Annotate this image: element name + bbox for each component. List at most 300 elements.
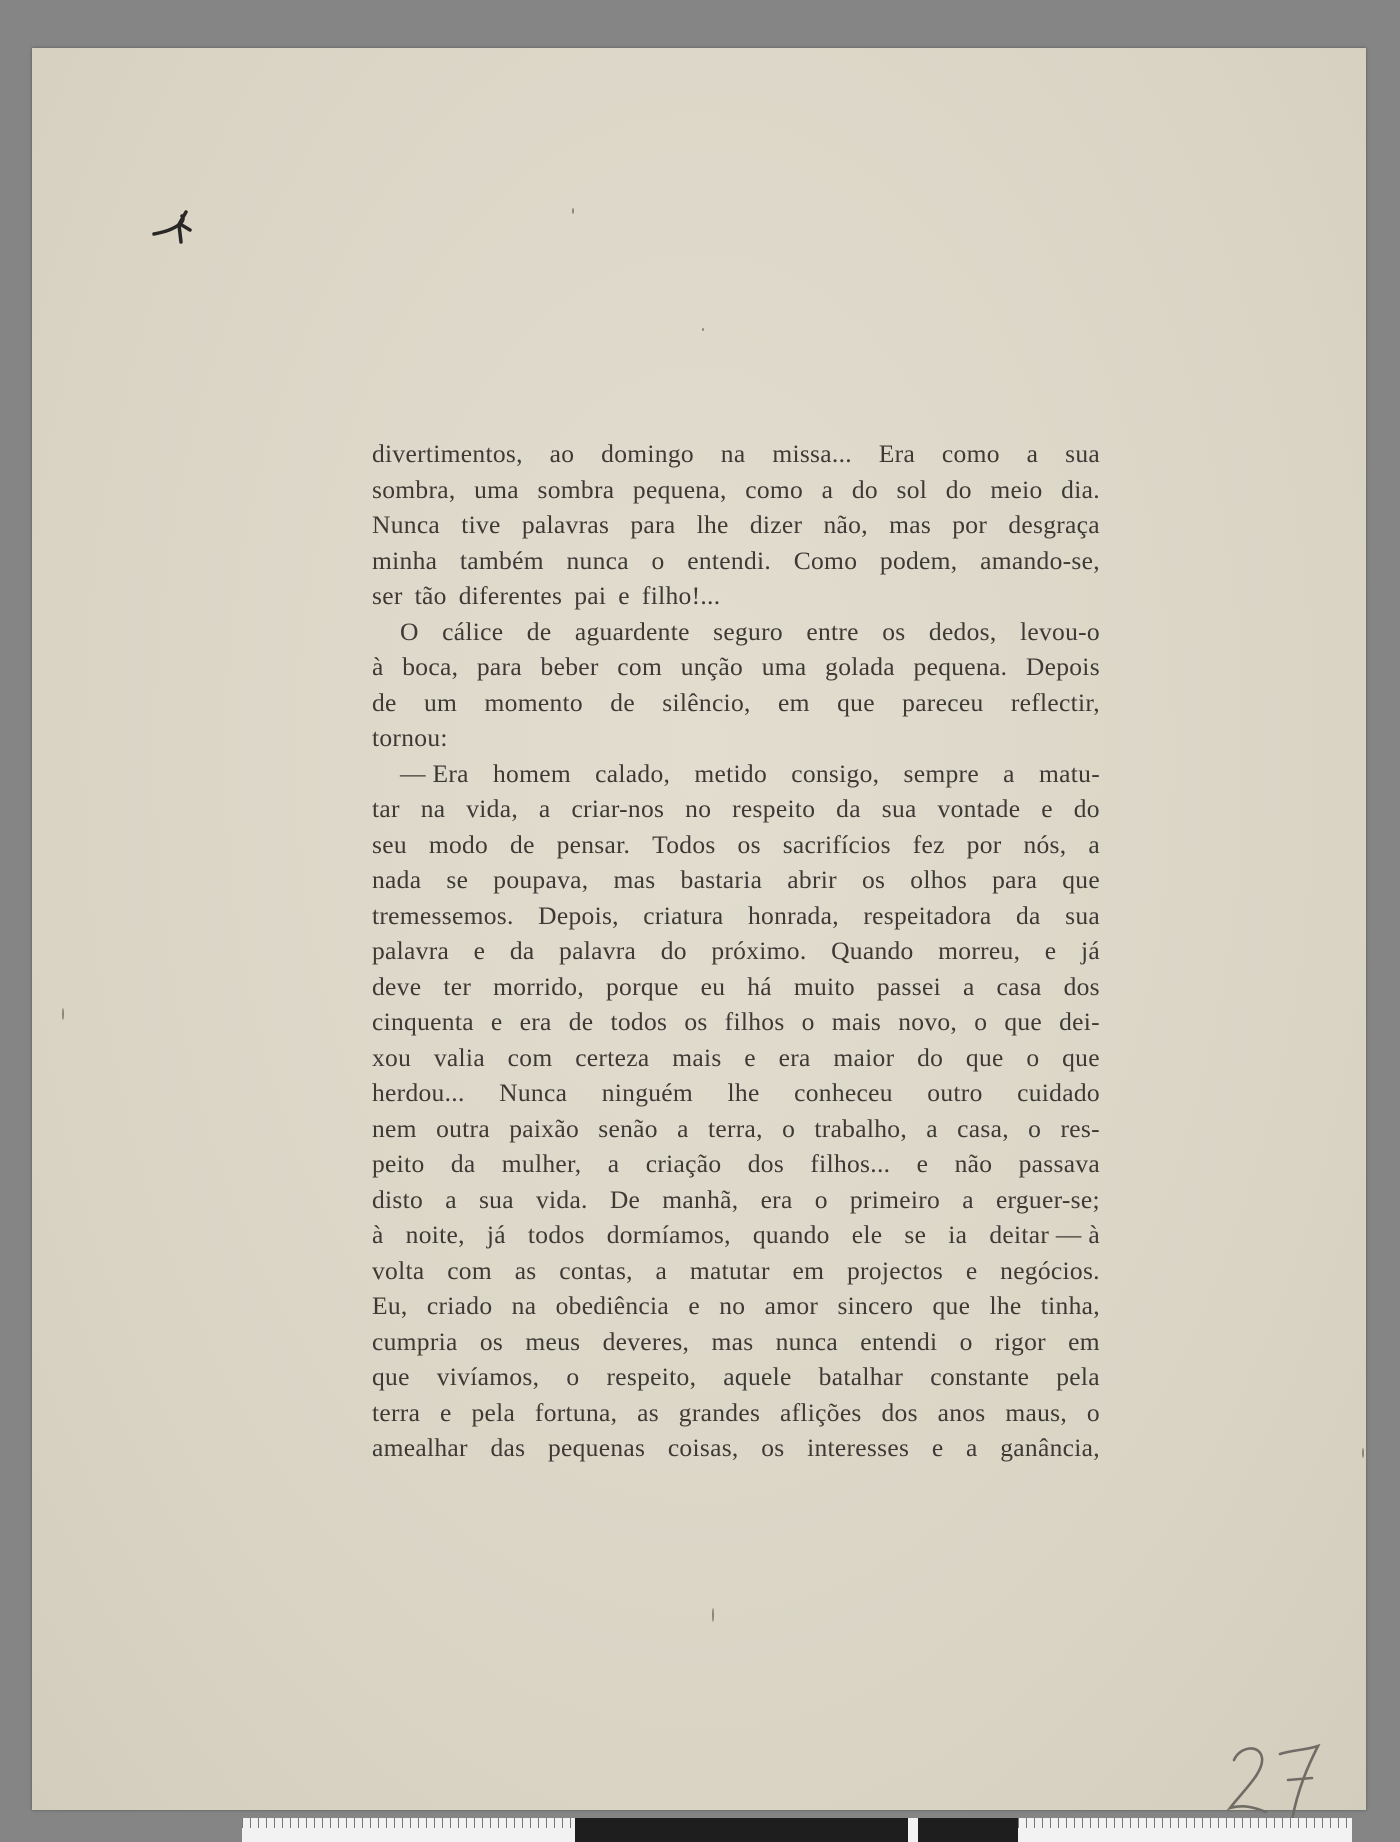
word: o: [959, 1326, 973, 1356]
word: ele: [851, 1220, 883, 1249]
word: casa,: [957, 1113, 1009, 1143]
word: do: [660, 936, 687, 965]
handwritten-page-number: [1220, 1738, 1330, 1828]
word: pela: [1056, 1362, 1100, 1391]
text-line: [372, 1253, 1100, 1289]
word: a: [962, 1184, 974, 1214]
document-page: [32, 48, 1366, 1810]
word: bastaria: [680, 865, 763, 894]
word: entre: [806, 616, 859, 646]
text-line: [372, 507, 1100, 543]
word: para: [992, 865, 1038, 894]
word: Nunca: [499, 1078, 568, 1107]
word: levou-o: [1019, 616, 1100, 646]
word: sua: [1065, 439, 1100, 468]
word: que: [965, 1042, 1004, 1072]
word: dei-: [1059, 1007, 1100, 1036]
word: outro: [927, 1078, 983, 1107]
word: da: [450, 1149, 476, 1178]
word: divertimentos,: [372, 439, 523, 468]
word: respeitadora: [863, 900, 992, 930]
word: conheceu: [794, 1078, 893, 1107]
word: ter: [443, 971, 472, 1001]
word: noite,: [405, 1220, 465, 1249]
word: pequena,: [632, 474, 727, 504]
word: vida.: [535, 1184, 588, 1214]
word: dos: [881, 1397, 918, 1427]
word: minha: [372, 545, 438, 575]
word: amando-se,: [980, 545, 1100, 575]
word: silêncio,: [662, 687, 751, 717]
word: lhe: [727, 1078, 760, 1107]
word: dedos,: [928, 616, 997, 646]
word: trabalho,: [814, 1113, 908, 1143]
word: missa...: [772, 439, 852, 468]
word: morrido,: [493, 971, 585, 1001]
word: casa: [996, 971, 1042, 1001]
word: o: [651, 545, 665, 575]
text-line: [372, 1182, 1100, 1218]
word: um: [424, 687, 458, 717]
word: entendi: [860, 1326, 938, 1356]
word: criatura: [643, 900, 724, 930]
word: criar-nos: [571, 794, 665, 823]
word: respeito: [732, 794, 816, 823]
word: o: [974, 1007, 988, 1036]
word: Depois: [1025, 652, 1100, 681]
word: Quando: [831, 936, 914, 965]
word: a: [538, 794, 551, 823]
word: senão: [598, 1113, 658, 1143]
word: ninguém: [601, 1078, 694, 1107]
word: nunca: [566, 545, 629, 575]
word: pensar.: [556, 829, 631, 859]
word: Como: [793, 545, 858, 575]
word: muito: [793, 971, 855, 1001]
word: mas: [889, 510, 932, 539]
text-line: [372, 933, 1100, 969]
word: contas,: [559, 1255, 633, 1285]
word: momento: [484, 687, 583, 717]
text-line: [372, 756, 1100, 792]
word: cálice: [442, 616, 504, 646]
word: obediência: [555, 1291, 670, 1320]
word: palavras: [521, 510, 610, 539]
word: por: [966, 829, 1002, 859]
word: os: [684, 1007, 708, 1036]
word: os: [479, 1326, 504, 1356]
word: Era: [878, 439, 916, 468]
word: no: [685, 794, 712, 823]
word: à: [372, 652, 384, 681]
word: deitar — à: [989, 1220, 1100, 1249]
word: sincero: [837, 1291, 914, 1320]
word: dormíamos,: [606, 1220, 731, 1249]
word: morreu,: [938, 936, 1021, 965]
word: para: [630, 510, 676, 539]
word: a: [445, 1184, 457, 1214]
word: o: [801, 1007, 815, 1036]
word: nada: [372, 865, 422, 894]
text-line: [372, 578, 1100, 614]
text-line: [372, 543, 1100, 579]
word: a: [1003, 758, 1015, 788]
word: a: [1026, 439, 1039, 468]
word: os: [861, 865, 886, 894]
text-line: [372, 1217, 1100, 1253]
word: passava: [1018, 1149, 1100, 1178]
word: o: [1026, 1042, 1040, 1072]
word: deveres,: [602, 1326, 690, 1356]
word: que: [837, 687, 875, 717]
word: o: [782, 1113, 796, 1143]
word: mais: [672, 1042, 722, 1072]
word: na: [511, 1291, 537, 1320]
word: poupava,: [493, 865, 589, 894]
body-text: [372, 436, 1100, 1466]
word: grandes: [678, 1397, 761, 1427]
word: vontade: [937, 794, 1021, 823]
word: das: [490, 1433, 526, 1462]
word: para: [476, 652, 522, 681]
text-line: [372, 720, 1100, 756]
word: a: [607, 1149, 620, 1178]
ink-mark: [150, 208, 200, 248]
word: e: [1044, 936, 1057, 965]
text-line: [372, 898, 1100, 934]
word: constante: [930, 1362, 1030, 1391]
word: outra: [436, 1113, 490, 1143]
word: palavra: [372, 936, 450, 965]
word: sol: [896, 474, 928, 504]
word: e: [965, 1255, 978, 1285]
word: projectos: [846, 1255, 944, 1285]
word: da: [1015, 900, 1041, 930]
word: sacrifícios: [782, 829, 891, 859]
word: criado: [426, 1291, 493, 1320]
word: consigo,: [791, 758, 880, 788]
word: em: [792, 1255, 825, 1285]
word: ganância,: [1000, 1433, 1100, 1462]
word: de: [610, 687, 635, 717]
text-line: [372, 862, 1100, 898]
word: com: [447, 1255, 492, 1285]
word: interesses: [807, 1433, 910, 1462]
word: vivíamos,: [436, 1362, 540, 1391]
word: mulher,: [501, 1149, 582, 1178]
word: dos: [747, 1149, 785, 1178]
word: Nunca: [372, 510, 441, 539]
word: meio: [990, 474, 1043, 504]
word: lhe: [989, 1291, 1022, 1320]
word: criação: [645, 1149, 722, 1178]
word: nem: [372, 1113, 417, 1143]
word: ao: [549, 439, 575, 468]
word: há: [747, 971, 772, 1001]
word: olhos: [910, 865, 968, 894]
word: e: [931, 1433, 944, 1462]
word: ia: [948, 1220, 968, 1249]
word: da: [509, 936, 535, 965]
word: e: [618, 581, 630, 610]
text-line: [372, 614, 1100, 650]
word: pela: [471, 1397, 516, 1427]
word: do: [851, 474, 878, 504]
word: na: [720, 439, 746, 468]
text-line: [372, 969, 1100, 1005]
text-line: [372, 1040, 1100, 1076]
word: meus: [525, 1326, 581, 1356]
word: pareceu: [902, 687, 984, 717]
word: nós,: [1023, 829, 1067, 859]
word: que: [1004, 1007, 1043, 1036]
word: a: [966, 1433, 978, 1462]
word: sua: [478, 1184, 514, 1214]
word: lhe: [696, 510, 729, 539]
word: valia: [433, 1042, 485, 1072]
word: homem: [492, 758, 571, 788]
text-line: [372, 1004, 1100, 1040]
word: modo: [428, 829, 489, 859]
word: batalhar: [818, 1362, 904, 1391]
word: tar: [372, 794, 400, 823]
word: certeza: [575, 1042, 650, 1072]
word: do: [945, 474, 972, 504]
word: pequenas: [547, 1433, 646, 1462]
word: mas: [613, 865, 656, 894]
word: filhos: [724, 1007, 785, 1036]
word: nunca: [775, 1326, 839, 1356]
word: matutar: [689, 1255, 770, 1285]
word: a: [1088, 829, 1100, 859]
word: pai: [574, 581, 607, 610]
word: que: [932, 1291, 971, 1320]
word: matu-: [1039, 758, 1100, 788]
word: o: [566, 1362, 580, 1391]
word: podem,: [879, 545, 958, 575]
word: dos: [1063, 971, 1100, 1001]
word: cumpria: [372, 1326, 458, 1356]
word: todos: [527, 1220, 585, 1249]
word: sempre: [903, 758, 979, 788]
word: porque: [605, 971, 679, 1001]
word: e: [916, 1149, 929, 1178]
word: que: [1062, 865, 1100, 894]
word: calado,: [595, 758, 671, 788]
word: de: [510, 829, 535, 859]
word: do: [1073, 794, 1100, 823]
word: próximo.: [711, 936, 807, 965]
word: de: [372, 687, 397, 717]
word: tão: [414, 581, 447, 610]
word: res-: [1060, 1113, 1100, 1143]
word: passei: [876, 971, 941, 1001]
word: e: [1041, 794, 1053, 823]
word: Eu,: [372, 1291, 408, 1320]
word: amealhar: [372, 1433, 468, 1462]
word: não: [954, 1149, 993, 1178]
word: tinha,: [1040, 1291, 1100, 1320]
word: que: [372, 1362, 410, 1391]
word: anos: [937, 1397, 986, 1427]
word: peito: [372, 1149, 425, 1178]
word: a: [926, 1113, 938, 1143]
word: como: [941, 439, 1000, 468]
word: volta: [372, 1255, 425, 1285]
text-line: [372, 791, 1100, 827]
word: coisas,: [667, 1433, 739, 1462]
word: os: [882, 616, 906, 646]
word: uma: [761, 652, 807, 681]
word: ser: [372, 581, 403, 610]
text-line: [372, 685, 1100, 721]
word: beber: [540, 652, 599, 681]
word: amor: [764, 1291, 819, 1320]
text-line: [372, 1430, 1100, 1466]
word: o: [814, 1184, 828, 1214]
text-line: [372, 1111, 1100, 1147]
word: palavra: [559, 936, 637, 965]
word: tive: [461, 510, 501, 539]
word: por: [952, 510, 988, 539]
text-line: [372, 1395, 1100, 1431]
text-line: [372, 1288, 1100, 1324]
word: dizer: [749, 510, 803, 539]
word: sombra: [537, 474, 615, 504]
word: era: [519, 1007, 552, 1036]
word: pequena.: [913, 652, 1008, 681]
word: o: [1086, 1397, 1100, 1427]
word: os: [761, 1433, 785, 1462]
word: cinquenta: [372, 1007, 474, 1036]
text-line: [372, 472, 1100, 508]
word: as: [637, 1397, 659, 1427]
word: sua: [1065, 900, 1100, 930]
word: filho!...: [641, 581, 721, 610]
word: com: [507, 1042, 553, 1072]
word: maior: [833, 1042, 895, 1072]
text-line: [372, 1324, 1100, 1360]
word: vida,: [466, 794, 519, 823]
word: manhã,: [662, 1184, 739, 1214]
word: disto: [372, 1184, 424, 1214]
word: metido: [694, 758, 768, 788]
word: reflectir,: [1010, 687, 1100, 717]
word: honrada,: [748, 900, 839, 930]
word: de: [526, 616, 552, 646]
word: O: [400, 616, 419, 646]
word: e: [490, 1007, 503, 1036]
scale-ruler: [242, 1818, 1352, 1842]
word: De: [609, 1184, 641, 1214]
word: já: [1080, 936, 1100, 965]
word: e: [744, 1042, 756, 1072]
word: uma: [474, 474, 519, 504]
word: diferentes: [458, 581, 563, 610]
word: na: [420, 794, 446, 823]
word: o: [1028, 1113, 1042, 1143]
word: mais: [831, 1007, 882, 1036]
word: dia.: [1061, 474, 1100, 504]
word: filhos...: [810, 1149, 891, 1178]
word: golada: [825, 652, 895, 681]
word: do: [917, 1042, 944, 1072]
word: a: [821, 474, 834, 504]
word: não,: [823, 510, 868, 539]
word: entendi.: [687, 545, 772, 575]
word: Depois,: [538, 900, 619, 930]
word: em: [778, 687, 810, 717]
word: se: [904, 1220, 927, 1249]
word: cuidado: [1017, 1078, 1100, 1107]
word: aflições: [779, 1397, 862, 1427]
word: a: [962, 971, 975, 1001]
word: desgraça: [1008, 510, 1100, 539]
word: rigor: [994, 1326, 1046, 1356]
word: unção: [680, 652, 744, 681]
word: todos: [610, 1007, 668, 1036]
word: maus,: [1005, 1397, 1068, 1427]
word: sua: [881, 794, 917, 823]
word: sombra,: [372, 474, 456, 504]
word: de: [568, 1007, 594, 1036]
word: os: [737, 829, 761, 859]
word: era: [778, 1042, 811, 1072]
word: seguro: [713, 616, 783, 646]
word: respeito,: [606, 1362, 697, 1391]
word: — Era: [400, 758, 469, 788]
word: herdou...: [372, 1078, 465, 1107]
word: como: [745, 474, 804, 504]
word: erguer-se;: [995, 1184, 1100, 1214]
text-line: [372, 1075, 1100, 1111]
word: tornou:: [372, 723, 448, 752]
word: domingo: [601, 439, 694, 468]
word: quando: [752, 1220, 830, 1249]
text-line: [372, 1146, 1100, 1182]
word: terra,: [707, 1113, 763, 1143]
word: em: [1068, 1326, 1100, 1356]
word: as: [514, 1255, 537, 1285]
word: deve: [372, 971, 422, 1001]
word: fortuna,: [534, 1397, 618, 1427]
word: seu: [372, 829, 407, 859]
text-line: [372, 436, 1100, 472]
word: e: [440, 1397, 452, 1427]
word: que: [1062, 1042, 1100, 1072]
word: Todos: [652, 829, 716, 859]
word: já: [486, 1220, 506, 1249]
word: a: [655, 1255, 668, 1285]
word: xou: [372, 1042, 412, 1072]
word: aquele: [723, 1362, 792, 1391]
word: com: [617, 652, 663, 681]
word: mas: [711, 1326, 754, 1356]
word: tremessemos.: [372, 900, 514, 930]
word: também: [459, 545, 544, 575]
word: no: [719, 1291, 746, 1320]
text-line: [372, 649, 1100, 685]
word: abrir: [787, 865, 837, 894]
word: fez: [912, 829, 945, 859]
word: e: [473, 936, 486, 965]
word: novo,: [898, 1007, 958, 1036]
word: e: [688, 1291, 700, 1320]
word: era: [760, 1184, 793, 1214]
word: boca,: [402, 652, 459, 681]
word: se: [446, 865, 469, 894]
word: paixão: [509, 1113, 579, 1143]
